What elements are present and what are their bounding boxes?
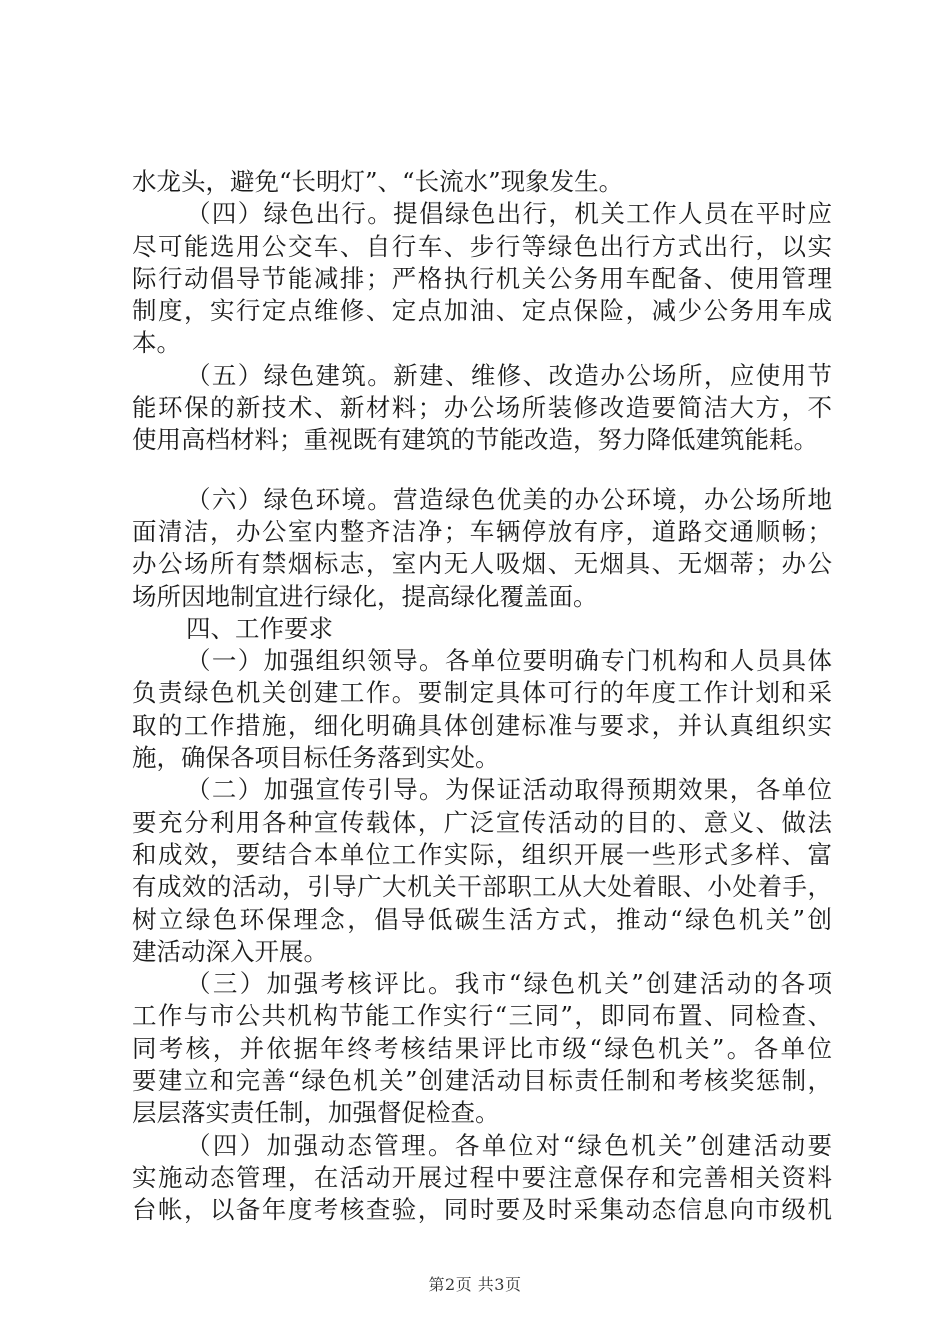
text-line: 和成效，要结合本单位工作实际，组织开展一些形式多样、富 [132,839,832,869]
text-line: 负责绿色机关创建工作。要制定具体可行的年度工作计划和采 [132,678,832,708]
text-line: 能环保的新技术、新材料；办公场所装修改造要简洁大方，不 [132,393,832,423]
text-line: （六）绿色环境。营造绿色优美的办公环境，办公场所地 [186,484,832,514]
section-heading: 四、工作要求 [186,613,333,643]
text-line: 际行动倡导节能减排；严格执行机关公务用车配备、使用管理 [132,263,832,293]
text-line: 工作与市公共机构节能工作实行“三同”，即同布置、同检查、 [132,1001,832,1031]
text-line: （四）加强动态管理。各单位对“绿色机关”创建活动要 [186,1130,832,1160]
text-line: （三）加强考核评比。我市“绿色机关”创建活动的各项 [186,969,832,999]
text-line: （二）加强宣传引导。为保证活动取得预期效果，各单位 [186,775,832,805]
text-line: （四）绿色出行。提倡绿色出行，机关工作人员在平时应 [186,199,832,229]
text-line: 建活动深入开展。 [132,936,328,966]
text-line: 场所因地制宜进行绿化，提高绿化覆盖面。 [132,581,598,611]
text-line: 制度，实行定点维修、定点加油、定点保险，减少公务用车成 [132,296,832,326]
text-line: 台帐，以备年度考核查验，同时要及时采集动态信息向市级机 [132,1195,832,1225]
text-line: 实施动态管理，在活动开展过程中要注意保存和完善相关资料 [132,1162,832,1192]
text-line: 同考核，并依据年终考核结果评比市级“绿色机关”。各单位 [132,1033,832,1063]
text-line: 要充分利用各种宣传载体，广泛宣传活动的目的、意义、做法 [132,807,832,837]
page-number-footer: 第2页 共3页 [428,1275,522,1294]
text-line: 尽可能选用公交车、自行车、步行等绿色出行方式出行，以实 [132,231,832,261]
text-line: 面清洁，办公室内整齐洁净；车辆停放有序，道路交通顺畅； [132,516,832,546]
document-body [132,166,832,1227]
text-line: 施，确保各项目标任务落到实处。 [132,743,500,773]
paragraph-gap [132,457,832,484]
text-line: 水龙头，避免“长明灯”、“长流水”现象发生。 [132,167,624,196]
text-line: （五）绿色建筑。新建、维修、改造办公场所，应使用节 [186,360,832,390]
text-line: 办公场所有禁烟标志，室内无人吸烟、无烟具、无烟蒂；办公 [132,549,832,579]
text-line: 本。 [132,328,181,358]
text-line: 有成效的活动，引导广大机关干部职工从大处着眼、小处着手， [132,872,832,902]
text-line: 使用高档材料；重视既有建筑的节能改造，努力降低建筑能耗。 [132,425,818,455]
text-line: 要建立和完善“绿色机关”创建活动目标责任制和考核奖惩制， [132,1066,832,1096]
text-line: 取的工作措施，细化明确具体创建标准与要求，并认真组织实 [132,710,832,740]
text-line: 树立绿色环保理念，倡导低碳生活方式，推动“绿色机关”创 [132,904,832,934]
text-line: （一）加强组织领导。各单位要明确专门机构和人员具体 [186,646,832,676]
text-line: 层层落实责任制，加强督促检查。 [132,1098,500,1128]
